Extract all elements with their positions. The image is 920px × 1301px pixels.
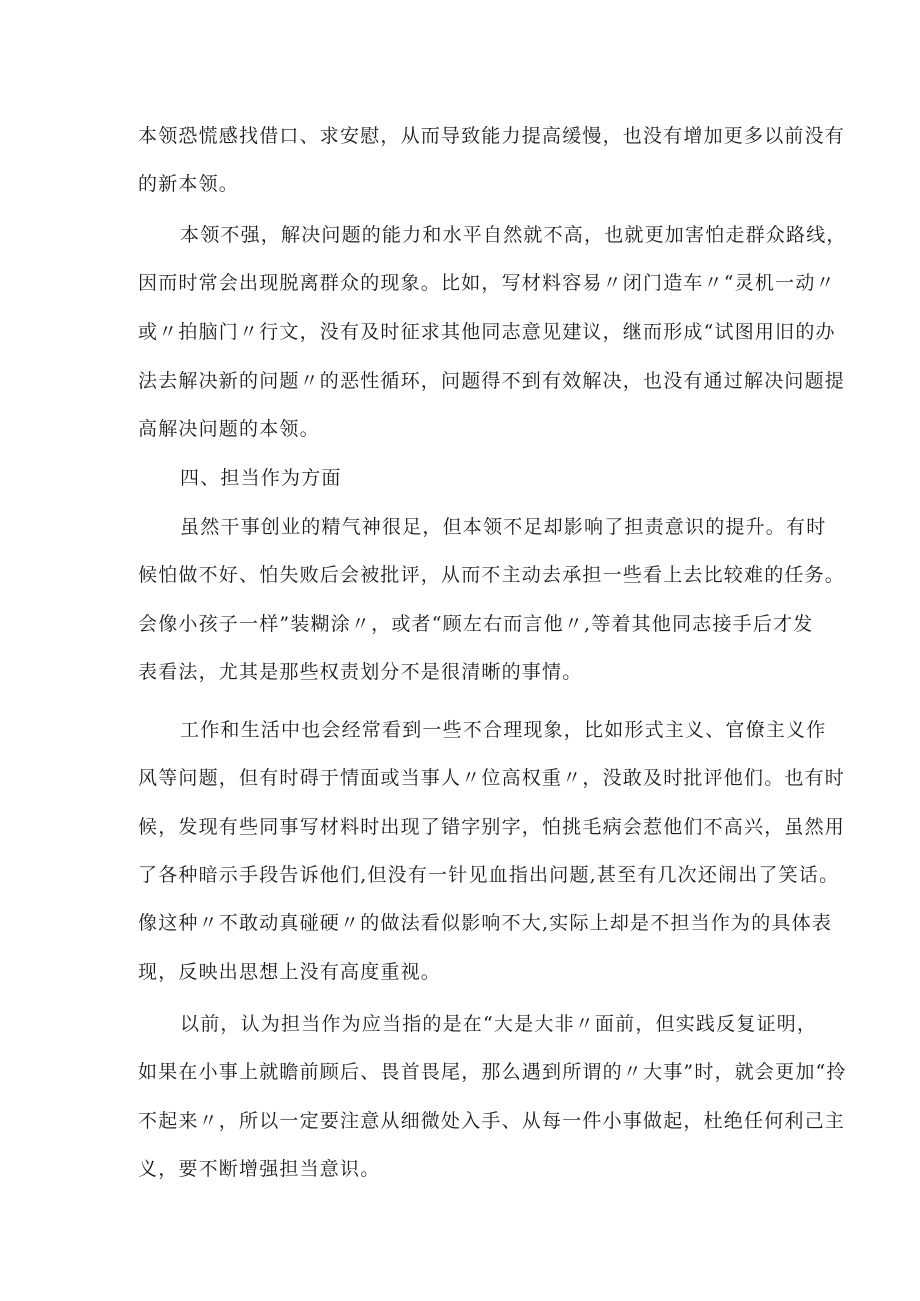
text-line: 以前，认为担当作为应当指的是在“大是大非〃面前，但实践反复证明， xyxy=(180,1013,818,1035)
text-line: 法去解决新的问题〃的恶性循环，问题得不到有效解决，也没有通过解决问题提 xyxy=(138,370,846,392)
text-line: 现，反映出思想上没有高度重视。 xyxy=(138,961,442,983)
text-line: 不起来〃，所以一定要注意从细微处入手、从每一件小事做起，杜绝任何利己主 xyxy=(138,1110,846,1132)
section-heading: 四、担当作为方面 xyxy=(180,467,342,489)
text-line: 表看法，尤其是那些权责划分不是很清晰的事情。 xyxy=(138,661,583,683)
text-line: 工作和生活中也会经常看到一些不合理现象，比如形式主义、官僚主义作 xyxy=(180,719,827,741)
text-line: 虽然干事创业的精气神很足，但本领不足却影响了担责意识的提升。有时 xyxy=(180,516,827,538)
text-line: 本领不强，解决问题的能力和水平自然就不高，也就更加害怕走群众路线， xyxy=(180,224,847,246)
text-line: 的新本领。 xyxy=(138,173,240,195)
text-line: 风等问题，但有时碍于情面或当事人〃位高权重〃，没敢及时批评他们。也有时 xyxy=(138,767,846,789)
text-line: 会像小孩子一样”装糊涂〃，或者“顾左右而言他〃,等着其他同志接手后才发 xyxy=(138,613,814,635)
text-line: 了各种暗示手段告诉他们,但没有一针见血指出问题,甚至有几次还闹出了笑话。 xyxy=(138,864,840,886)
text-line: 如果在小事上就瞻前顾后、畏首畏尾，那么遇到所谓的〃大事”时，就会更加“拎 xyxy=(138,1061,847,1083)
text-line: 或〃拍脑门〃行文，没有及时征求其他同志意见建议，继而形成“试图用旧的办 xyxy=(138,321,836,343)
text-line: 因而时常会出现脱离群众的现象。比如，写材料容易〃闭门造车〃“灵机一动〃 xyxy=(138,272,836,294)
text-line: 本领恐慌感找借口、求安慰，从而导致能力提高缓慢，也没有增加更多以前没有 xyxy=(138,125,846,147)
text-line: 义，要不断增强担当意识。 xyxy=(138,1158,381,1180)
text-line: 候，发现有些同事写材料时出现了错字别字，怕挑毛病会惹他们不高兴，虽然用 xyxy=(138,816,846,838)
text-line: 高解决问题的本领。 xyxy=(138,418,320,440)
text-line: 候怕做不好、怕失败后会被批评，从而不主动去承担一些看上去比较难的任务。 xyxy=(138,564,846,586)
text-line: 像这种〃不敢动真碰硬〃的做法看似影响不大,实际上却是不担当作为的具体表 xyxy=(138,912,833,934)
